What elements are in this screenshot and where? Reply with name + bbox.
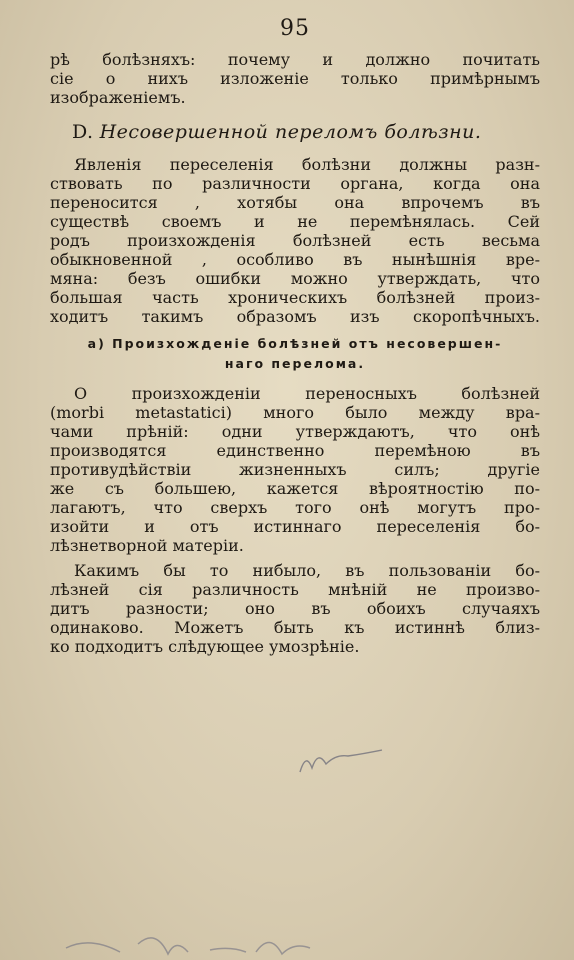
text-line: лагаютъ, что сверхъ того онѣ могутъ про- — [50, 498, 540, 517]
text-line: ствовать по различности органа, когда она — [50, 174, 540, 193]
pencil-annotation — [296, 742, 386, 778]
text-line: ко подходитъ слѣдующее умозрѣніе. — [50, 637, 360, 656]
section-title: Несовершенной переломъ болѣзни. — [99, 121, 482, 143]
subsection-line: наго перелома. — [224, 356, 366, 371]
text-line: существѣ своемъ и не перемѣнялась. Сей — [50, 212, 540, 231]
section-letter: D. — [72, 121, 94, 143]
paragraph-2 — [50, 155, 540, 326]
text-line: обыкновенной , особливо въ нынѣшнія вре- — [50, 250, 540, 269]
subsection-heading — [50, 334, 540, 374]
page-number: 95 — [280, 16, 310, 41]
text-line: изойти и отъ истиннаго переселенія бо- — [50, 517, 540, 536]
text-line: лѣзней сія различность мнѣній не произво- — [50, 580, 540, 599]
paragraph-3 — [50, 384, 540, 555]
handwritten-scribble — [60, 918, 360, 960]
text-line: дитъ разности; оно въ обоихъ случаяхъ — [50, 599, 540, 618]
text-line: большая часть хроническихъ болѣзней произ- — [50, 288, 540, 307]
text-line: чами прѣній: одни утверждаютъ, что онѣ — [50, 422, 540, 441]
text-line: производятся единственно перемѣною въ — [50, 441, 540, 460]
text-line: мяна: безъ ошибки можно утверждать, что — [50, 269, 540, 288]
text-line: изображеніемъ. — [50, 88, 186, 107]
text-line: сіе о нихъ изложеніе только примѣрнымъ — [50, 69, 540, 88]
text-line: ходитъ такимъ образомъ изъ скоропѣчныхъ. — [50, 307, 540, 326]
section-heading — [72, 121, 540, 143]
paragraph-1 — [50, 50, 540, 107]
subsection-line: а) Произхожденіе болѣзней отъ несовершен- — [87, 336, 503, 351]
text-line: Явленія переселенія болѣзни должны разн- — [74, 155, 540, 174]
text-line: рѣ болѣзняхъ: почему и должно почитать — [50, 50, 540, 69]
paragraph-4 — [50, 561, 540, 656]
text-line: переносится , хотябы она впрочемъ въ — [50, 193, 540, 212]
text-line: родъ произхожденія болѣзней есть весьма — [50, 231, 540, 250]
text-line: же съ большею, кажется вѣроятностію по- — [50, 479, 540, 498]
text-line: лѣзнетворной матеріи. — [50, 536, 244, 555]
text-line: одинаково. Можетъ быть къ истиннѣ близ- — [50, 618, 540, 637]
text-line: противудѣйствіи жизненныхъ силъ; другіе — [50, 460, 540, 479]
text-line: Какимъ бы то нибыло, въ пользованіи бо- — [74, 561, 540, 580]
text-line: (morbi metastatici) много было между вра- — [50, 403, 540, 422]
text-line: О произхожденіи переносныхъ болѣзней — [74, 384, 540, 403]
